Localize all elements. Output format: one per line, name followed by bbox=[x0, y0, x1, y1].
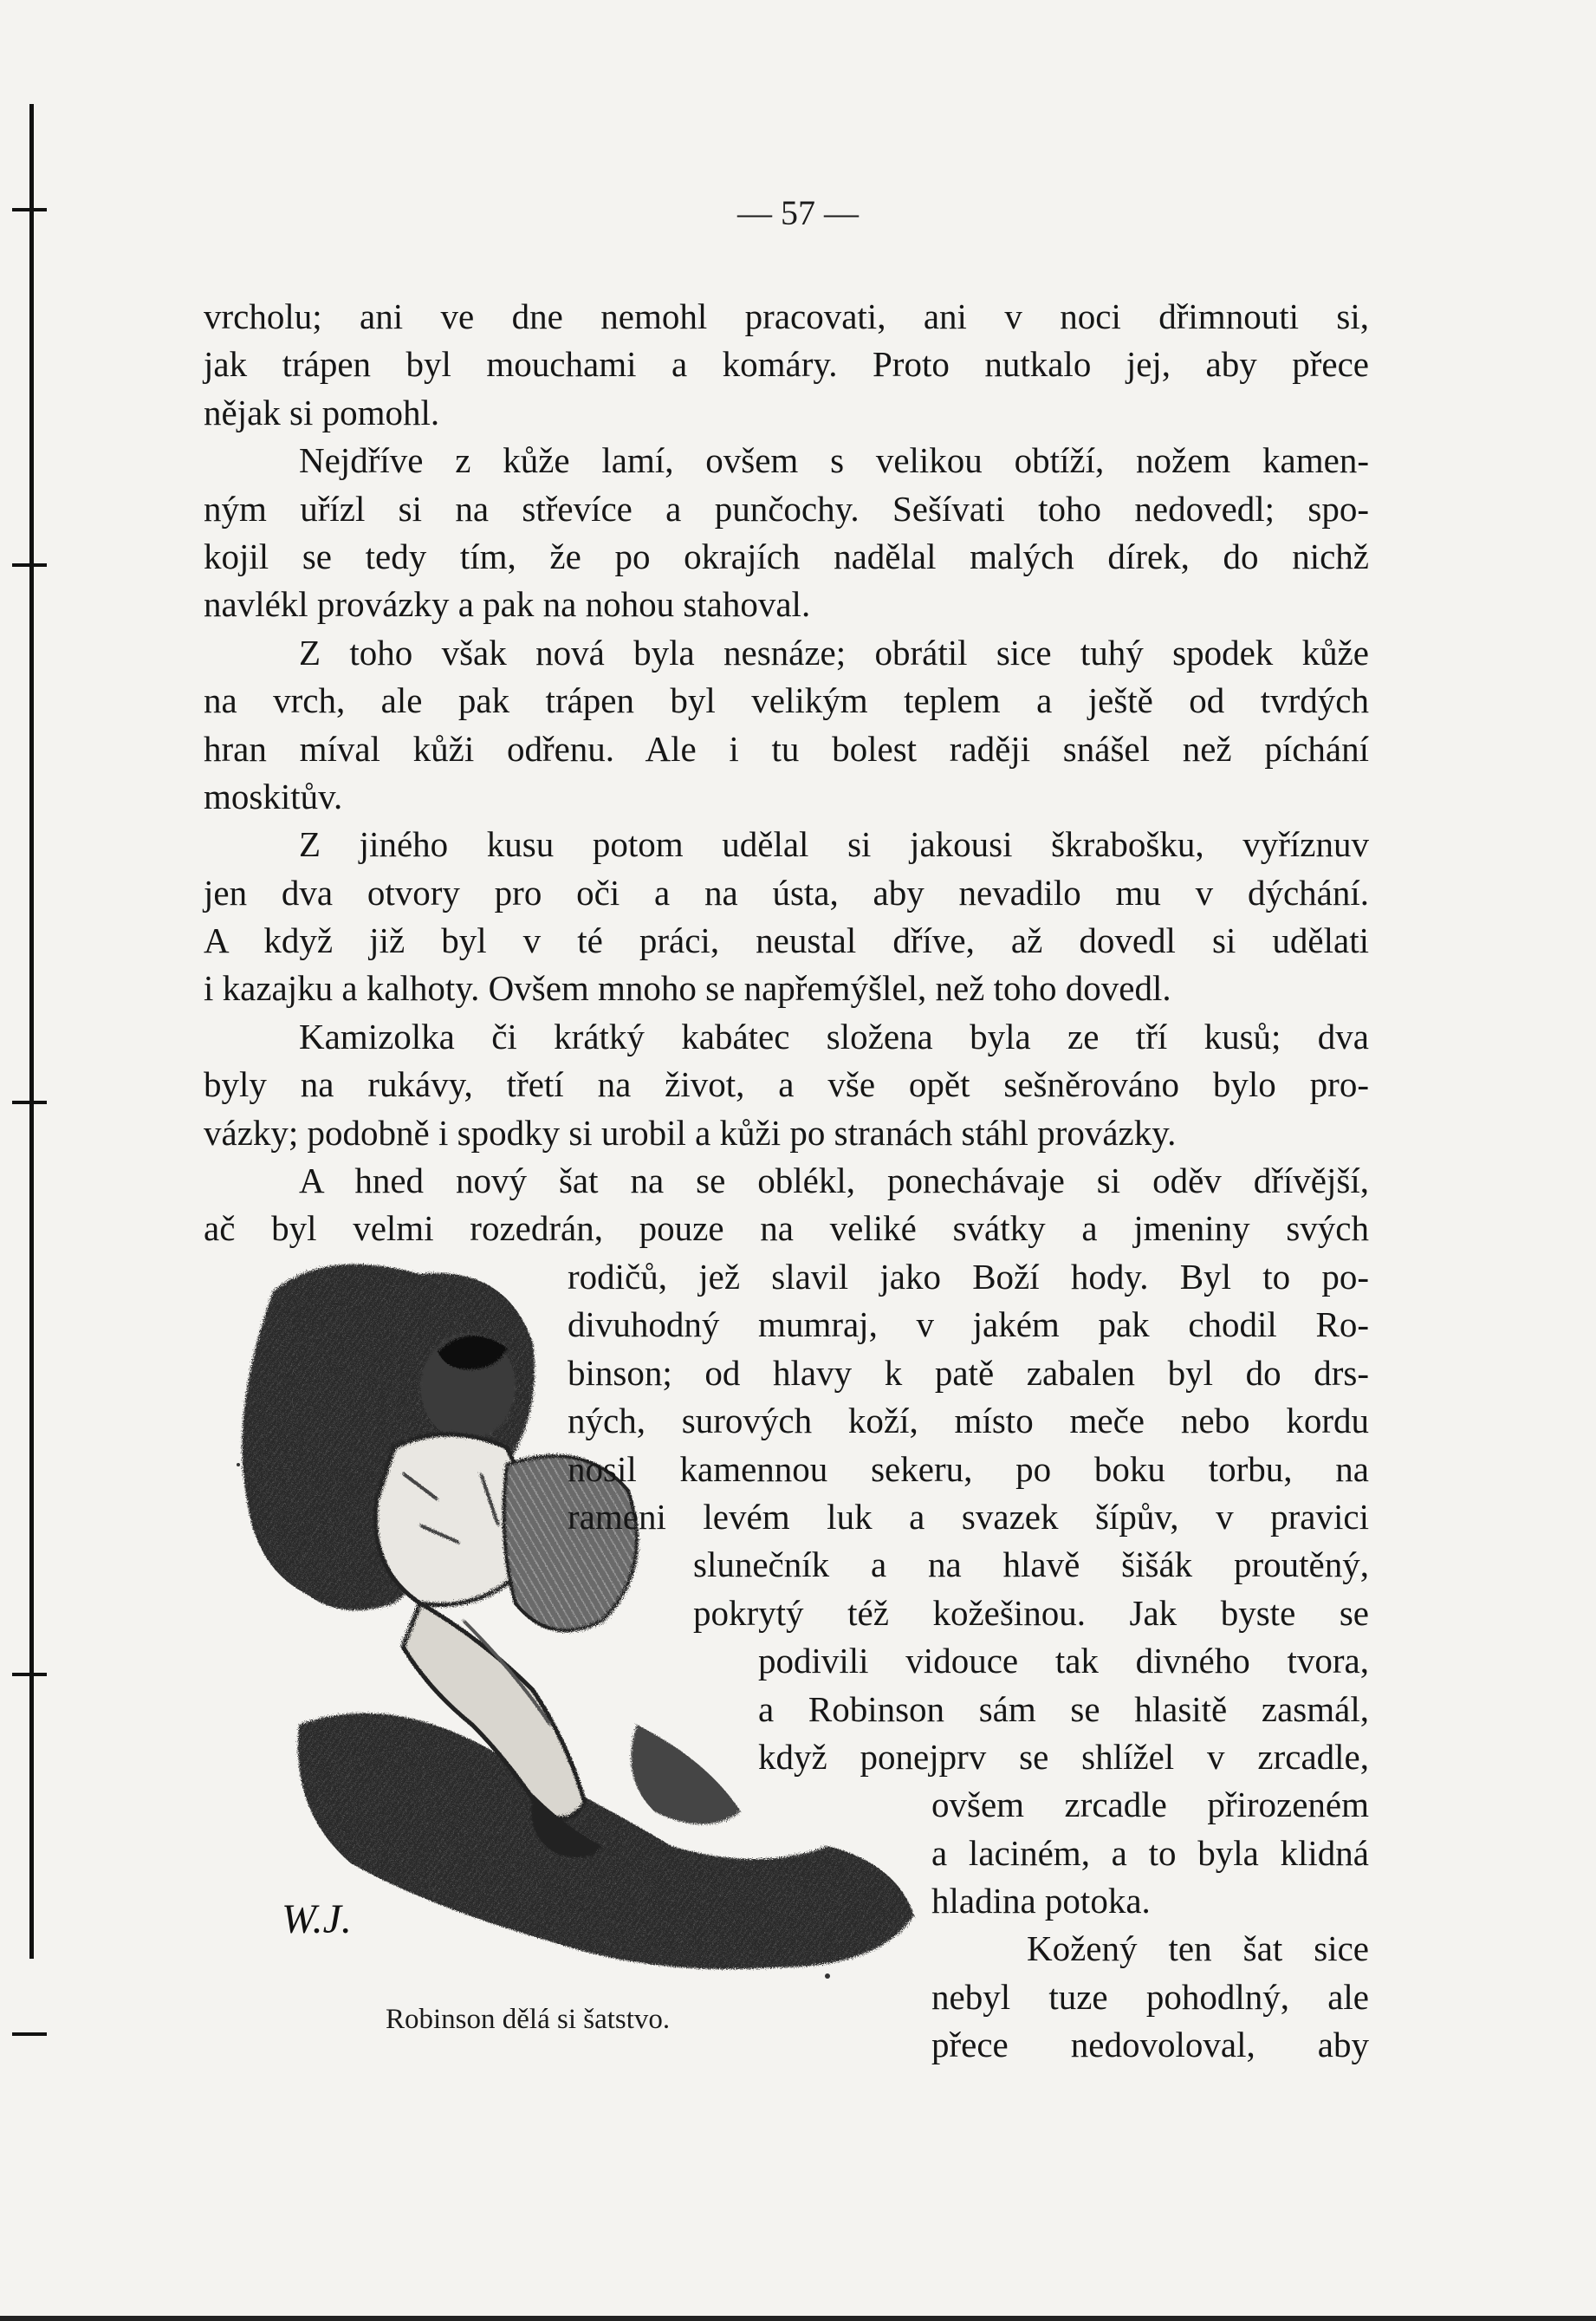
text-line: a Robinson sám se hlasitě zasmál, bbox=[758, 1688, 1369, 1729]
upper-text-block bbox=[204, 293, 1369, 1253]
text-line: vázky; podobně i spodky si urobil a kůži po stranách stáhl provázky. bbox=[204, 1112, 1177, 1153]
text-line: hladina potoka. bbox=[931, 1881, 1151, 1921]
text-line: Kožený ten šat sice bbox=[1027, 1928, 1369, 1969]
text-line: Z jiného kusu potom udělal si jakousi škrabošku, vyříznuv bbox=[299, 824, 1369, 865]
text-line: i kazajku a kalhoty. Ovšem mnoho se napřemýšlel, než toho dovedl. bbox=[204, 968, 1171, 1009]
text-line: na vrch, ale pak trápen byl velikým teplem a ještě od tvrdých bbox=[204, 680, 1369, 721]
spine-mark bbox=[12, 1673, 47, 1676]
text-line: rodičů, jež slavil jako Boží hody. Byl to po- bbox=[568, 1257, 1369, 1297]
text-line: a laciném, a to byla klidná bbox=[931, 1832, 1369, 1873]
text-line: ným uřízl si na střevíce a punčochy. Sešívati toho nedovedl; spo- bbox=[204, 488, 1369, 529]
text-line: nějak si pomohl. bbox=[204, 392, 440, 432]
text-line: když ponejprv se shlížel v zrcadle, bbox=[758, 1736, 1369, 1777]
lower-text-block bbox=[568, 1253, 1369, 2070]
text-line: jak trápen byl mouchami a komáry. Proto nutkalo jej, aby přece bbox=[204, 344, 1369, 385]
text-line: A když již byl v té práci, neustal dříve, až dovedl si udělati bbox=[204, 920, 1369, 961]
text-line: nebyl tuze pohodlný, ale bbox=[931, 1976, 1369, 2017]
text-line: binson; od hlavy k patě zabalen byl do drs- bbox=[568, 1352, 1369, 1393]
text-line: byly na rukávy, třetí na život, a vše opět sešněrováno bylo pro- bbox=[204, 1064, 1369, 1105]
text-line: jen dva otvory pro oči a na ústa, aby nevadilo mu v dýchání. bbox=[204, 872, 1369, 913]
illustration-signature: W.J. bbox=[282, 1896, 352, 1942]
page-bottom-edge bbox=[0, 2316, 1596, 2321]
text-line: rameni levém luk a svazek šípův, v pravici bbox=[568, 1496, 1369, 1537]
text-line: slunečník a na hlavě šišák proutěný, bbox=[693, 1544, 1369, 1585]
text-line: Kamizolka či krátký kabátec složena byla ze tří kusů; dva bbox=[299, 1016, 1369, 1056]
text-line: navlékl provázky a pak na nohou stahoval. bbox=[204, 584, 811, 625]
text-line: vrcholu; ani ve dne nemohl pracovati, ani v noci dřimnouti si, bbox=[204, 296, 1369, 336]
spine-mark bbox=[12, 2032, 47, 2036]
spine-mark bbox=[12, 563, 47, 567]
text-line: přece nedovoloval, aby bbox=[931, 2025, 1369, 2065]
text-line: ných, surových koží, místo meče nebo kordu bbox=[568, 1401, 1369, 1441]
text-line: hran míval kůži odřenu. Ale i tu bolest raději snášel než píchání bbox=[204, 728, 1369, 769]
page-number: — 57 — bbox=[737, 193, 859, 232]
page-spine-line bbox=[29, 104, 34, 1959]
text-line: Nejdříve z kůže lamí, ovšem s velikou obtíží, nožem kamen- bbox=[299, 440, 1369, 481]
text-line: kojil se tedy tím, že po okrajích nadělal malých dírek, do nichž bbox=[204, 536, 1369, 576]
text-line: moskitův. bbox=[204, 776, 343, 816]
text-line: pokrytý též kožešinou. Jak byste se bbox=[693, 1592, 1369, 1633]
text-line: ač byl velmi rozedrán, pouze na veliké svátky a jmeniny svých bbox=[204, 1208, 1369, 1249]
text-line: podivili vidouce tak divného tvora, bbox=[758, 1641, 1369, 1681]
text-line: nosil kamennou sekeru, po boku torbu, na bbox=[568, 1448, 1369, 1489]
text-line: divuhodný mumraj, v jakém pak chodil Ro- bbox=[568, 1304, 1369, 1345]
text-line: A hned nový šat na se oblékl, ponechávaje si oděv dřívější, bbox=[299, 1160, 1369, 1201]
text-line: Z toho však nová byla nesnáze; obrátil sice tuhý spodek kůže bbox=[299, 632, 1369, 673]
text-line: ovšem zrcadle přirozeném bbox=[931, 1785, 1369, 1825]
illustration-caption: Robinson dělá si šatstvo. bbox=[386, 2004, 671, 2035]
spine-mark bbox=[12, 1101, 47, 1104]
